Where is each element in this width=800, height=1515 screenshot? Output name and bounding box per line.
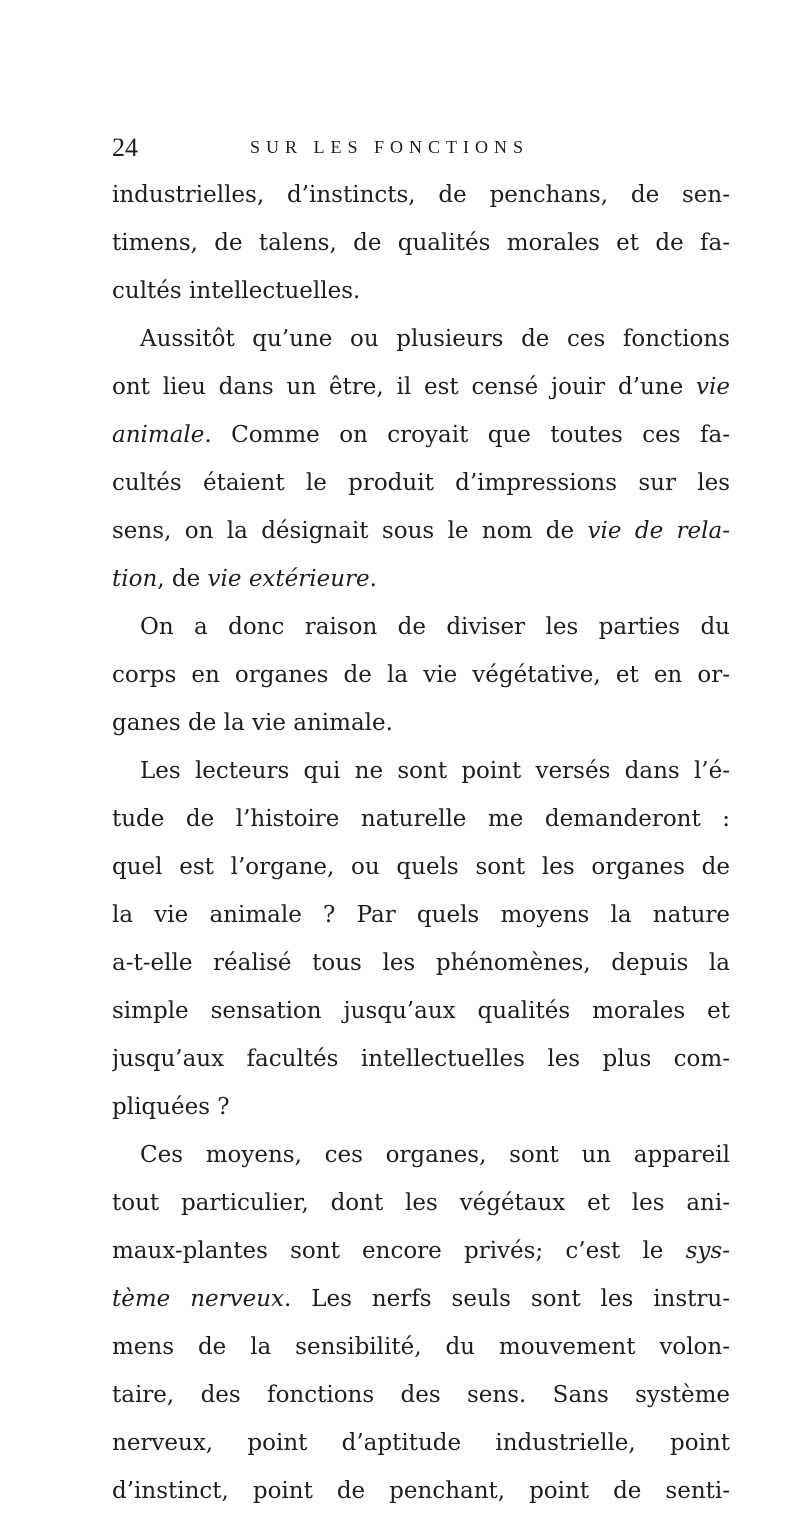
text-line: pliquées ? <box>112 1094 230 1120</box>
running-title: SUR LES FONCTIONS <box>250 137 530 157</box>
body-text <box>112 171 730 1515</box>
text-line: tout particulier, dont les végétaux et les ani- <box>112 1190 730 1216</box>
text-line: quel est l’organe, ou quels sont les organes de <box>112 854 730 880</box>
text-line: Ces moyens, ces organes, sont un appareil <box>140 1142 730 1168</box>
text-line: ganes de la vie animale. <box>112 710 393 736</box>
text-line: a-t-elle réalisé tous les phénomènes, depuis la <box>112 950 730 976</box>
text-line: Aussitôt qu’une ou plusieurs de ces fonctions <box>140 326 730 352</box>
text-line: cultés intellectuelles. <box>112 278 361 304</box>
text-line: jusqu’aux facultés intellectuelles les plus com- <box>112 1046 730 1072</box>
text-line: cultés étaient le produit d’impressions sur les <box>112 470 730 496</box>
text-line: d’instinct, point de penchant, point de senti- <box>112 1478 730 1504</box>
text-line: timens, de talens, de qualités morales et de fa- <box>112 230 730 256</box>
text-line: taire, des fonctions des sens. Sans système <box>112 1382 730 1408</box>
text-line: tion, de vie extérieure. <box>112 566 377 592</box>
text-line: On a donc raison de diviser les parties du <box>140 614 730 640</box>
text-line: tude de l’histoire naturelle me demanderont : <box>112 806 730 832</box>
page-header <box>112 125 730 165</box>
text-line: simple sensation jusqu’aux qualités morales et <box>112 998 730 1024</box>
text-line: tème nerveux. Les nerfs seuls sont les instru- <box>112 1286 730 1312</box>
text-line: corps en organes de la vie végétative, et en or- <box>112 662 730 688</box>
text-line: animale. Comme on croyait que toutes ces fa- <box>112 422 730 448</box>
text-line: sens, on la désignait sous le nom de vie de rela- <box>112 518 730 544</box>
text-line: Les lecteurs qui ne sont point versés dans l’é- <box>140 758 730 784</box>
text-line: ont lieu dans un être, il est censé jouir d’une vie <box>112 374 730 400</box>
text-line: maux-plantes sont encore privés; c’est le sys- <box>112 1238 730 1264</box>
text-line: la vie animale ? Par quels moyens la nature <box>112 902 730 928</box>
text-line: industrielles, d’instincts, de penchans, de sen- <box>112 182 730 208</box>
text-line: nerveux, point d’aptitude industrielle, point <box>112 1430 730 1456</box>
page-number: 24 <box>112 133 138 162</box>
text-line: mens de la sensibilité, du mouvement volon- <box>112 1334 730 1360</box>
